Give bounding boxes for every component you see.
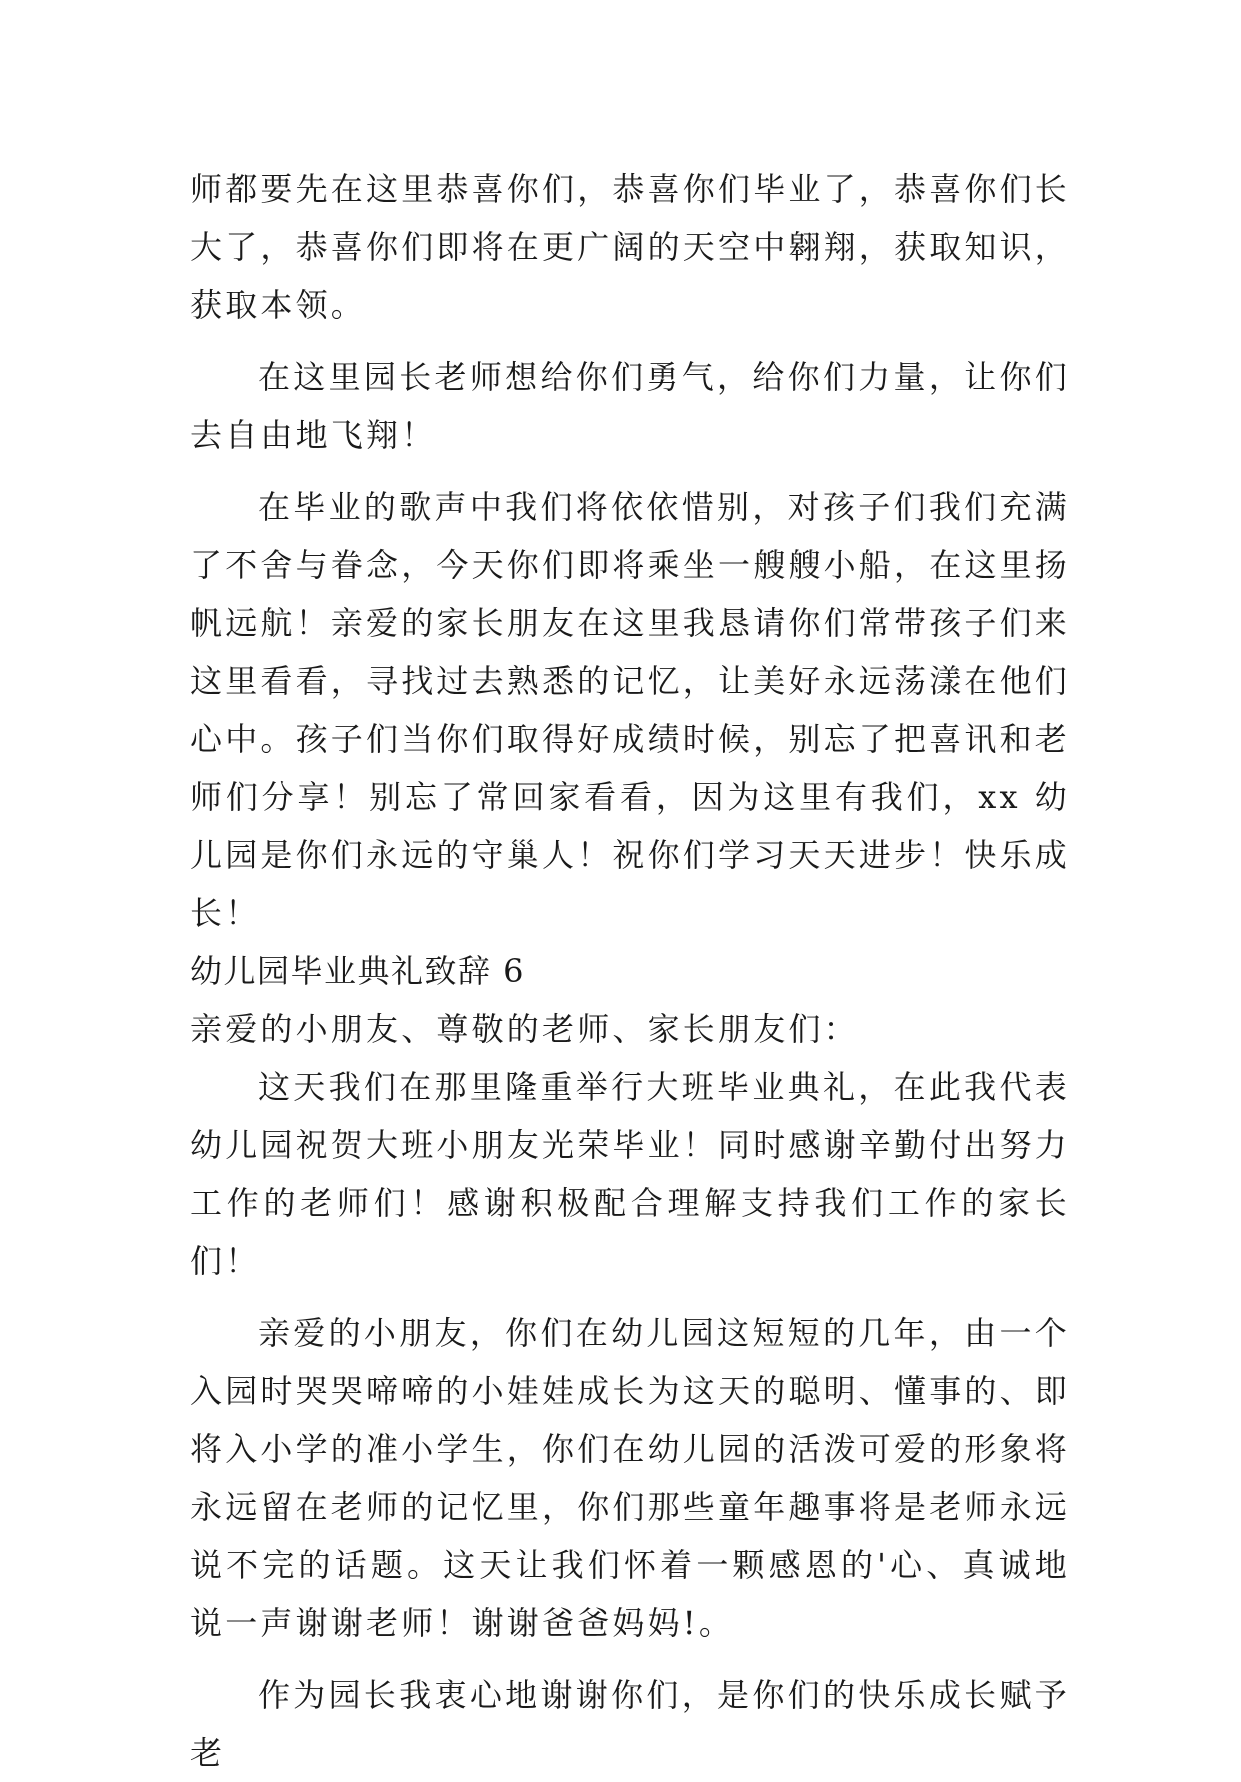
section-title: 幼儿园毕业典礼致辞 6 xyxy=(190,952,526,990)
document-body xyxy=(190,160,1070,1782)
paragraph-courage: 在这里园长老师想给你们勇气，给你们力量，让你们去自由地飞翔！ xyxy=(190,358,1070,454)
paragraph-farewell: 在毕业的歌声中我们将依依惜别，对孩子们我们充满了不舍与眷念，今天你们即将乘坐一艘艘小船，在这里扬帆远航！亲爱的家长朋友在这里我恳请你们常带孩子们来这里看看，寻找过去熟悉的记忆，让美好永远荡漾在他们心中。孩子们当你们取得好成绩时候，别忘了把喜讯和老师们分享！别忘了常回家看看，因为这里有我们，xx 幼儿园是你们永远的守巢人！祝你们学习天天进步！快乐成长！ xyxy=(190,488,1071,932)
paragraph-congratulations: 师都要先在这里恭喜你们，恭喜你们毕业了，恭喜你们长大了，恭喜你们即将在更广阔的天空中翱翔，获取知识，获取本领。 xyxy=(190,170,1071,324)
paragraph-children: 亲爱的小朋友，你们在幼儿园这短短的几年，由一个入园时哭哭啼啼的小娃娃成长为这天的聪明、懂事的、即将入小学的准小学生，你们在幼儿园的活泼可爱的形象将永远留在老师的记忆里，你们那些童年趣事将是老师永远说不完的话题。这天让我们怀着一颗感恩的'心、真诚地说一声谢谢老师！谢谢爸爸妈妈!。 xyxy=(190,1314,1071,1642)
paragraph-principal: 作为园长我衷心地谢谢你们，是你们的快乐成长赋予老 xyxy=(190,1676,1070,1772)
paragraph-ceremony: 这天我们在那里隆重举行大班毕业典礼，在此我代表幼儿园祝贺大班小朋友光荣毕业！同时感谢辛勤付出努力工作的老师们！感谢积极配合理解支持我们工作的家长们！ xyxy=(190,1068,1071,1280)
salutation: 亲爱的小朋友、尊敬的老师、家长朋友们： xyxy=(190,1010,859,1048)
